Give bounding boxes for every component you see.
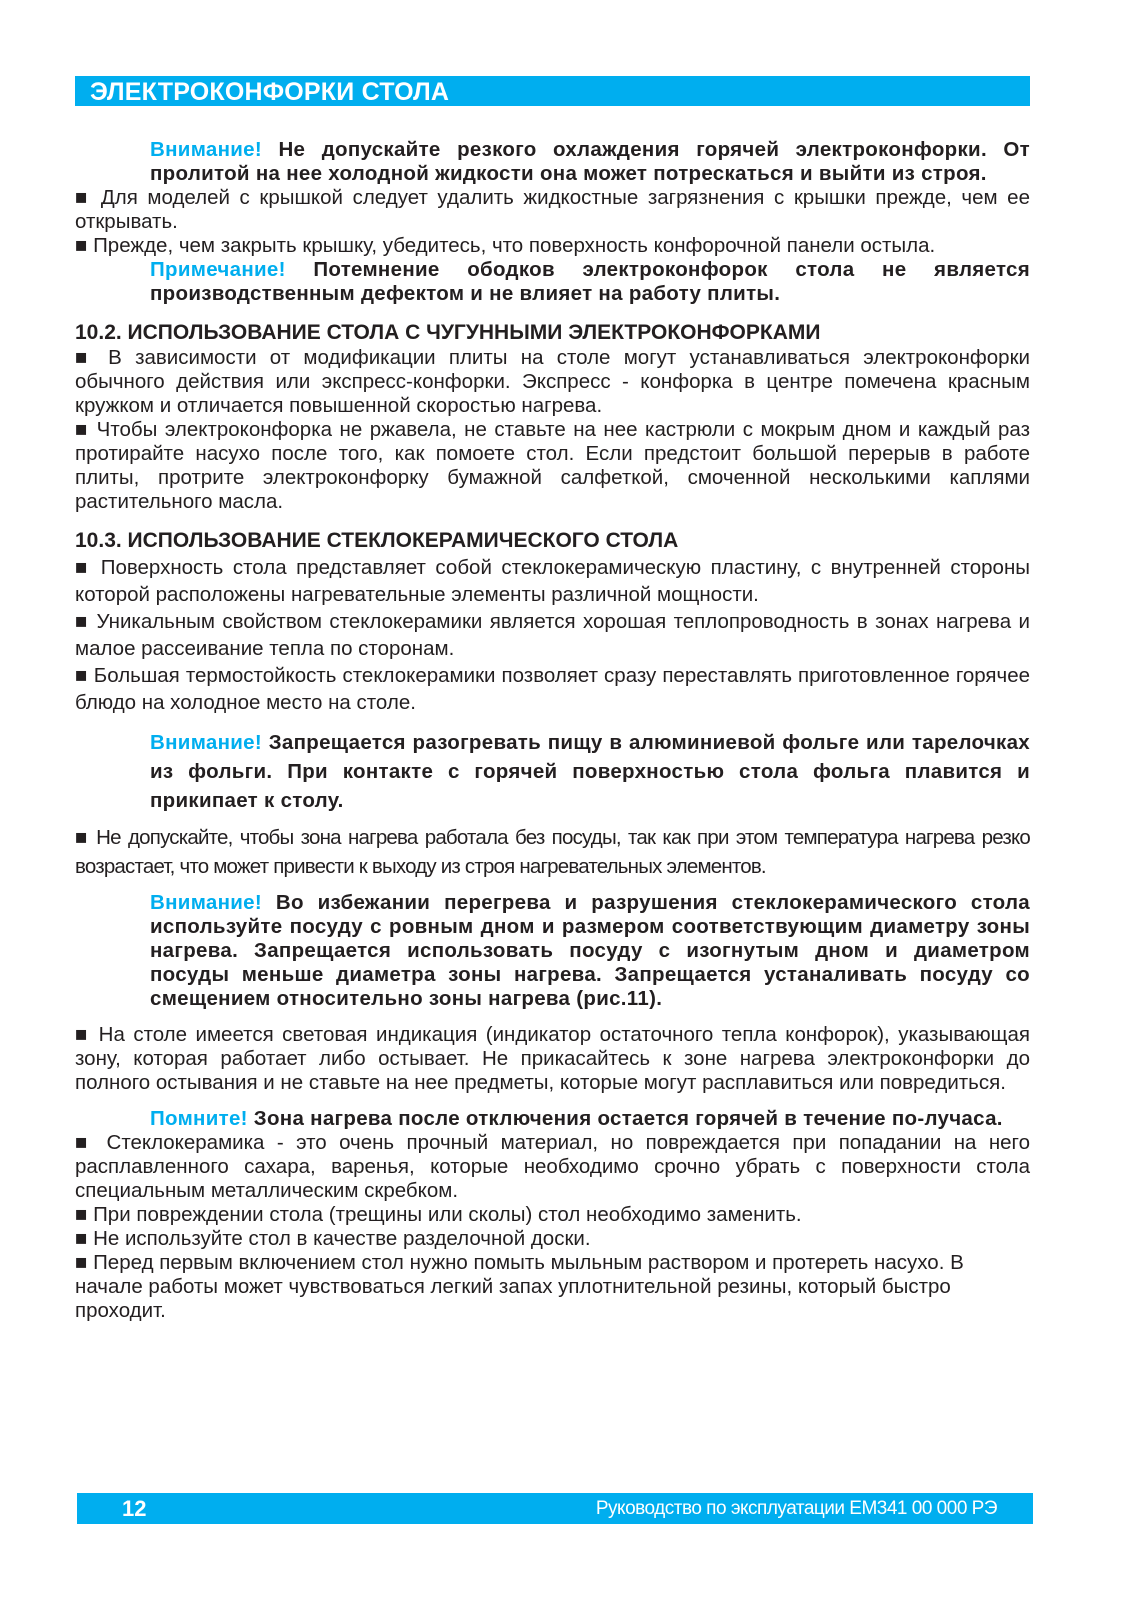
paragraph: ■ На столе имеется световая индикация (индикатор остаточного тепла конфорок), указывающая зону, которая работает либо остывает. Не прикасайтесь к зоне нагрева электроконфорки до полного остывания и не ставьте на нее предметы, которые могут расплавиться или повредиться. [75, 1023, 1030, 1094]
warning-note [150, 728, 1030, 815]
paragraph: ■ Прежде, чем закрыть крышку, убедитесь, что поверхность конфорочной панели остыла. [75, 234, 936, 257]
page-number: 12 [122, 1496, 147, 1521]
section-title: ЭЛЕКТРОКОНФОРКИ СТОЛА [90, 78, 450, 106]
reminder-text: Зона нагрева после отключения остается горячей в течение по-лучаса. [247, 1107, 1003, 1130]
paragraph: ■ Стеклокерамика - это очень прочный материал, но повреждается при попадании на него расплавленного сахара, варенья, которые необходимо срочно убрать с поверхности стола специальным металлическим скребком. [75, 1131, 1030, 1202]
paragraph: ■ Большая термостойкость стеклокерамики позволяет сразу переставлять приготовленное горячее блюдо на холодное место на столе. [75, 664, 1030, 714]
note-text: Потемнение ободков электроконфорок стола не является производственным дефектом и не влияет на работу плиты. [150, 258, 1030, 305]
warning-text: Не допускайте резкого охлаждения горячей электроконфорки. От пролитой на нее холодной жидкости она может потрескаться и выйти из строя. [150, 138, 1030, 185]
warning-note [150, 891, 1030, 1011]
note-block [150, 258, 1030, 306]
paragraph: ■ Чтобы электроконфорка не ржавела, не ставьте на нее кастрюли с мокрым дном и каждый раз протирайте насухо после того, как помоете стол. Если предстоит большой перерыв в работе плиты, протрите электроконфорку бумажной салфеткой, смоченной несколькими каплями растительного масла. [75, 418, 1030, 513]
paragraph: ■ Для моделей с крышкой следует удалить жидкостные загрязнения с крышки прежде, чем ее открывать. [75, 186, 1030, 233]
section-heading-10-2: 10.2. ИСПОЛЬЗОВАНИЕ СТОЛА С ЧУГУННЫМИ ЭЛЕКТРОКОНФОРКАМИ [75, 321, 821, 344]
warning-text: Запрещается разогревать пищу в алюминиевой фольге или тарелочках из фольги. При контакте с горячей поверхностью стола фольга плавится и прикипает к столу. [150, 731, 1030, 812]
page-footer [77, 1493, 1033, 1524]
paragraph: ■ При повреждении стола (трещины или сколы) стол необходимо заменить. [75, 1203, 802, 1226]
section-heading-10-3: 10.3. ИСПОЛЬЗОВАНИЕ СТЕКЛОКЕРАМИЧЕСКОГО СТОЛА [75, 529, 679, 552]
paragraph: ■ Не допускайте, чтобы зона нагрева работала без посуды, так как при этом температура нагрева резко возрастает, что может привести к выходу из строя нагревательных элементов. [75, 826, 1030, 878]
warning-text: Во избежании перегрева и разрушения стеклокерамического стола используйте посуду с ровным дном и размером соответствующим диаметру зоны нагрева. Запрещается использовать посуду с изогнутым дном и диаметром посуды меньше диаметра зоны нагрева. Запрещается устаналивать посуду со смещением относительно зоны нагрева (рис.11). [150, 891, 1030, 1010]
page-content [75, 138, 1030, 1323]
document-title: Руководство по эксплуатации ЕМ341 00 000 РЭ [595, 1498, 997, 1519]
paragraph: ■ Перед первым включением стол нужно помыть мыльным раствором и протереть насухо. В начале работы может чувствоваться легкий запах уплотнительной резины, который быстро проходит. [75, 1251, 964, 1322]
paragraph: ■ Поверхность стола представляет собой стеклокерамическую пластину, с внутренней стороны которой расположены нагревательные элементы различной мощности. [75, 556, 1030, 606]
reminder-note [150, 1107, 1030, 1131]
paragraph: ■ В зависимости от модификации плиты на столе могут устанавливаться электроконфорки обычного действия или экспресс-конфорки. Экспресс - конфорка в центре помечена красным кружком и отличается повышенной скоростью нагрева. [75, 346, 1030, 417]
warning-label: Внимание! [150, 138, 262, 161]
note-label: Примечание! [150, 258, 286, 281]
warning-label: Внимание! [150, 891, 262, 914]
section-header-bar [75, 76, 1030, 106]
warning-note [150, 138, 1030, 186]
paragraph: ■ Не используйте стол в качестве разделочной доски. [75, 1227, 591, 1250]
warning-label: Внимание! [150, 731, 262, 754]
paragraph: ■ Уникальным свойством стеклокерамики является хорошая теплопроводность в зонах нагрева и малое рассеивание тепла по сторонам. [75, 610, 1030, 660]
reminder-label: Помните! [150, 1107, 248, 1130]
